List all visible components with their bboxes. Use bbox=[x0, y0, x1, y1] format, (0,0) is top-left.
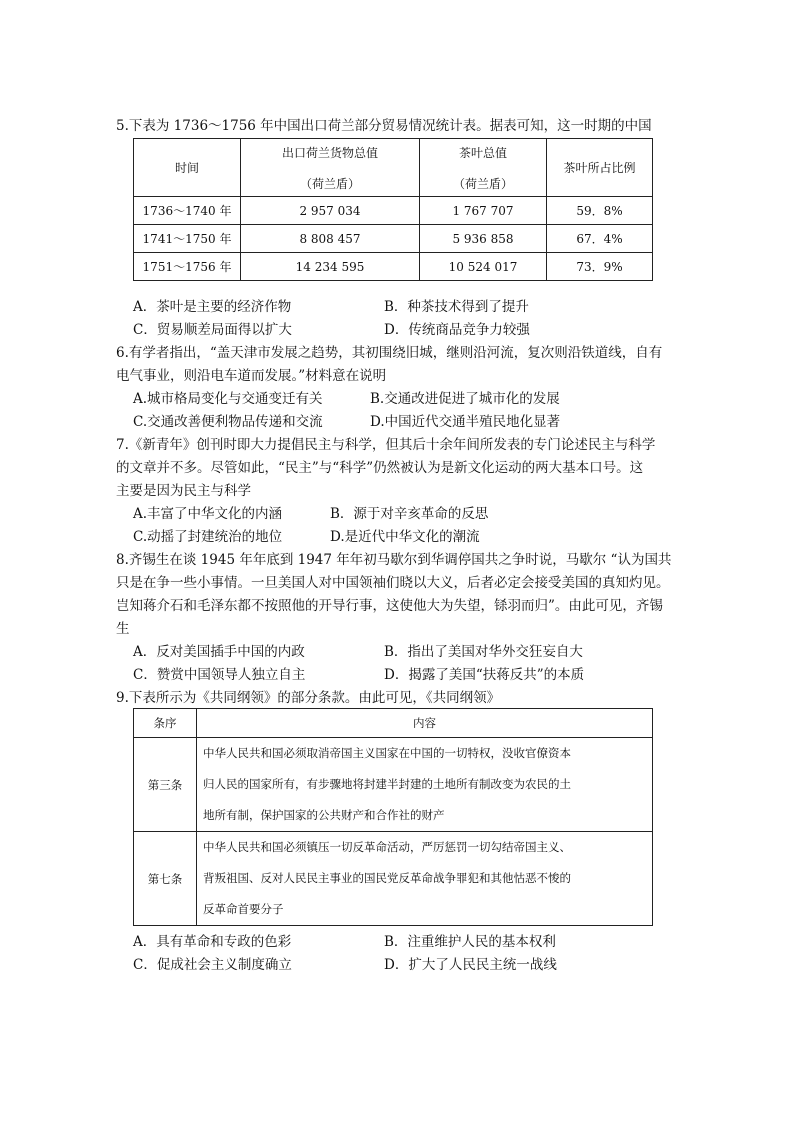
cell-tea: 5 936 858 bbox=[420, 225, 547, 253]
cell-export: 14 234 595 bbox=[241, 253, 420, 281]
cell-content bbox=[197, 832, 653, 926]
q5-option-b: B．种茶技术得到了提升 bbox=[384, 299, 529, 315]
content-line: 反革命首要分子 bbox=[203, 902, 284, 916]
q9-option-c: C．促成社会主义制度确立 bbox=[133, 957, 292, 973]
q5-option-d: D．传统商品竞争力较强 bbox=[384, 322, 530, 338]
q8-option-a: A．反对美国插手中国的内政 bbox=[133, 644, 305, 660]
q9-stem: 9.下表所示为《共同纲领》的部分条款。由此可见，《共同纲领》 bbox=[116, 690, 501, 706]
q5-trade-table bbox=[133, 138, 653, 281]
q5-stem: 5.下表为 1736～1756 年中国出口荷兰部分贸易情况统计表。据表可知，这一时期的中国 bbox=[116, 118, 652, 134]
q6-option-b: B.交通改进促进了城市化的发展 bbox=[370, 391, 560, 407]
table-header-row bbox=[134, 139, 653, 197]
q6-stem-line2: 电气事业，则沿电车道而发展。”材料意在说明 bbox=[116, 368, 387, 384]
cell-period: 1741～1750 年 bbox=[134, 225, 241, 253]
cell-tea: 1 767 707 bbox=[420, 197, 547, 225]
q9-program-table bbox=[133, 708, 653, 926]
q9-option-d: D．扩大了人民民主统一战线 bbox=[384, 957, 557, 973]
header-article: 条序 bbox=[134, 709, 197, 738]
header-export-unit: （荷兰盾） bbox=[299, 176, 360, 191]
cell-ratio: 67．4% bbox=[547, 225, 653, 253]
q9-option-a: A．具有革命和专政的色彩 bbox=[133, 934, 292, 950]
q6-stem-line1: 6.有学者指出，“盖天津市发展之趋势，其初围绕旧城，继则沿河流，复次则沿铁道线，自有 bbox=[116, 345, 663, 361]
q7-stem-line1: 7.《新青年》创刊时即大力提倡民主与科学，但其后十余年间所发表的专门论述民主与科学 bbox=[116, 437, 656, 453]
cell-period: 1736～1740 年 bbox=[134, 197, 241, 225]
cell-export: 8 808 457 bbox=[241, 225, 420, 253]
q5-option-a: A．茶叶是主要的经济作物 bbox=[133, 299, 292, 315]
q8-option-b: B．指出了美国对华外交狂妄自大 bbox=[384, 644, 583, 660]
table-row bbox=[134, 738, 653, 832]
header-content: 内容 bbox=[197, 709, 653, 738]
cell-tea: 10 524 017 bbox=[420, 253, 547, 281]
table-row bbox=[134, 197, 653, 225]
q8-stem-line1: 8.齐锡生在谈 1945 年年底到 1947 年年初马歇尔到华调停国共之争时说，马歇尔 “认为国共 bbox=[116, 552, 672, 568]
table-header-row bbox=[134, 709, 653, 738]
cell-article: 第七条 bbox=[134, 832, 197, 926]
q6-option-d: D.中国近代交通半殖民地化显著 bbox=[370, 414, 561, 430]
q9-option-b: B．注重维护人民的基本权利 bbox=[384, 934, 556, 950]
cell-article: 第三条 bbox=[134, 738, 197, 832]
table-row bbox=[134, 832, 653, 926]
q6-option-c: C.交通改善便利物品传递和交流 bbox=[133, 414, 323, 430]
q5-option-c: C．贸易顺差局面得以扩大 bbox=[133, 322, 292, 338]
q8-stem-line3: 岂知蒋介石和毛泽东都不按照他的开导行事，这使他大为失望，铩羽而归”。由此可见，齐锡 bbox=[116, 598, 663, 614]
q7-option-b: B．源于对辛亥革命的反思 bbox=[330, 506, 489, 522]
header-tea-ratio: 茶叶所占比例 bbox=[547, 139, 653, 197]
q7-stem-line2: 的文章并不多。尽管如此，“民主”与“科学”仍然被认为是新文化运动的两大基本口号。这 bbox=[116, 460, 644, 476]
q7-option-d: D.是近代中华文化的潮流 bbox=[330, 529, 480, 545]
header-tea-unit: （荷兰盾） bbox=[452, 176, 513, 191]
table-row bbox=[134, 253, 653, 281]
q7-option-c: C.动摇了封建统治的地位 bbox=[133, 529, 283, 545]
header-export-label: 出口荷兰货物总值 bbox=[281, 145, 378, 160]
cell-content bbox=[197, 738, 653, 832]
q8-option-c: C．赞赏中国领导人独立自主 bbox=[133, 667, 306, 683]
header-export-total bbox=[241, 139, 420, 197]
table-row bbox=[134, 225, 653, 253]
q8-option-d: D．揭露了美国“扶蒋反共”的本质 bbox=[384, 667, 585, 683]
cell-export: 2 957 034 bbox=[241, 197, 420, 225]
cell-period: 1751～1756 年 bbox=[134, 253, 241, 281]
header-tea-label: 茶叶总值 bbox=[458, 145, 507, 160]
content-line: 归人民的国家所有，有步骤地将封建半封建的土地所有制改变为农民的土 bbox=[203, 777, 571, 791]
q8-stem-line4: 生 bbox=[116, 621, 130, 637]
q6-option-a: A.城市格局变化与交通变迁有关 bbox=[133, 391, 323, 407]
cell-ratio: 59．8% bbox=[547, 197, 653, 225]
header-time: 时间 bbox=[134, 139, 241, 197]
cell-ratio: 73．9% bbox=[547, 253, 653, 281]
q8-stem-line2: 只是在争一些小事情。一旦美国人对中国领袖们晓以大义，后者必定会接受美国的真知灼见。 bbox=[116, 575, 670, 591]
content-line: 中华人民共和国必须镇压一切反革命活动，严厉惩罚一切勾结帝国主义、 bbox=[203, 840, 571, 854]
q7-option-a: A.丰富了中华文化的内涵 bbox=[133, 506, 283, 522]
content-line: 地所有制，保护国家的公共财产和合作社的财产 bbox=[203, 808, 445, 822]
content-line: 背叛祖国、反对人民民主事业的国民党反革命战争罪犯和其他怙恶不悛的 bbox=[203, 871, 571, 885]
header-tea-total bbox=[420, 139, 547, 197]
q7-stem-line3: 主要是因为民主与科学 bbox=[116, 483, 251, 499]
content-line: 中华人民共和国必须取消帝国主义国家在中国的一切特权，没收官僚资本 bbox=[203, 746, 571, 760]
